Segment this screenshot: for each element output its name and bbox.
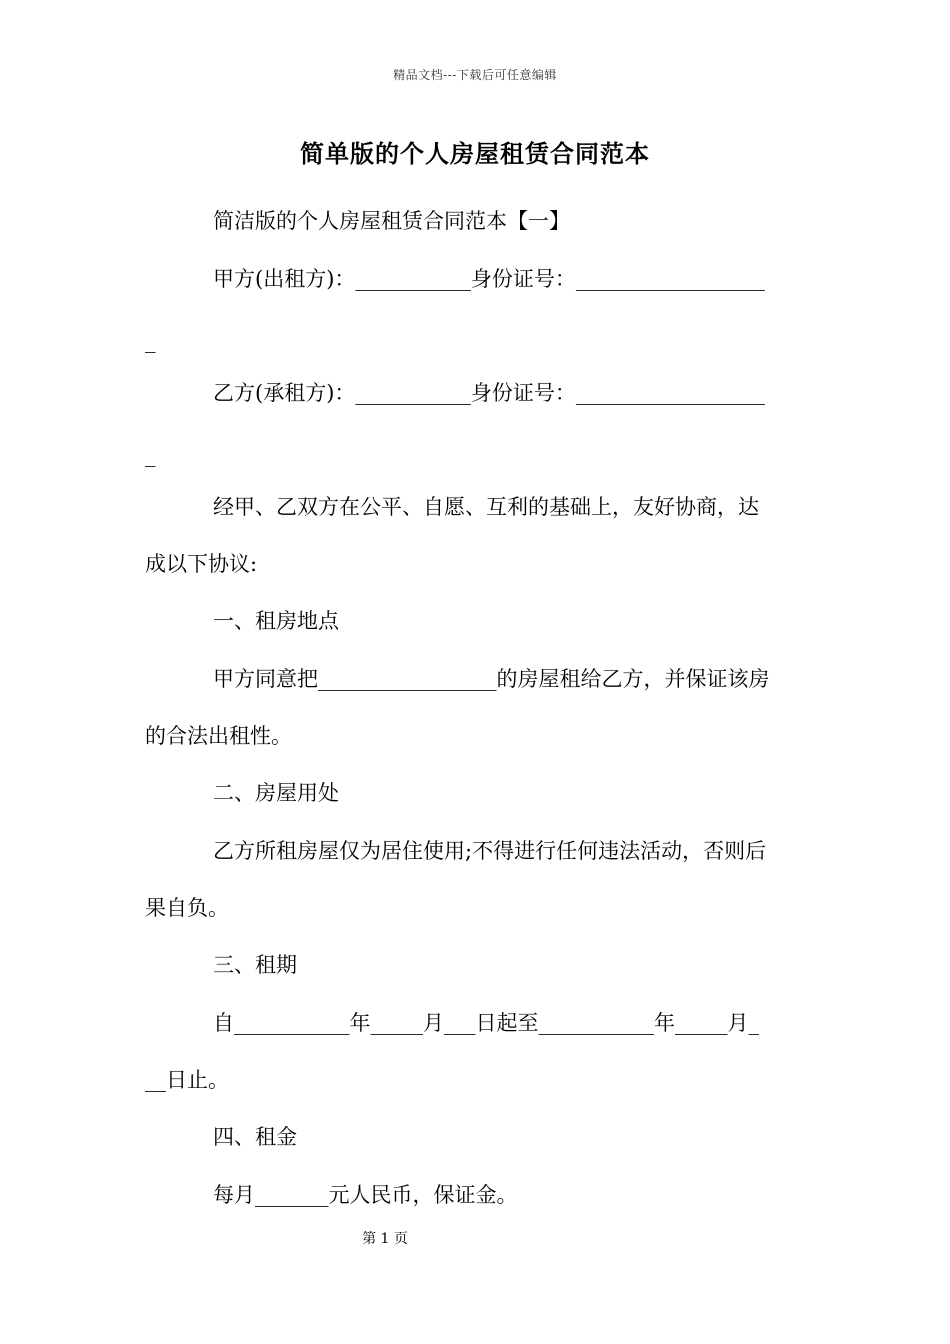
section3-line2: __日止。 <box>145 1068 229 1092</box>
section4-heading: 四、租金 <box>213 1125 297 1149</box>
section1-line1: 甲方同意把_________________的房屋租给乙方，并保证该房 <box>213 667 770 691</box>
section3-line1: 自___________年_____月___日起至___________年_____月_ <box>213 1011 759 1035</box>
page-number: 第 1 页 <box>362 1231 408 1247</box>
party-b-line: 乙方(承租方)：___________身份证号：__________________ <box>213 381 765 405</box>
document-title: 简单版的个人房屋租赁合同范本 <box>300 139 650 168</box>
section2-line1: 乙方所租房屋仅为居住使用;不得进行任何违法活动，否则后 <box>213 839 767 863</box>
section4-line1: 每月_______元人民币，保证金。 <box>213 1183 518 1207</box>
party-b-continuation: _ <box>145 443 156 467</box>
section2-line2: 果自负。 <box>145 896 229 920</box>
intro-paragraph-line2: 成以下协议: <box>145 552 258 576</box>
section1-line2: 的合法出租性。 <box>145 724 292 748</box>
section3-heading: 三、租期 <box>213 953 297 977</box>
section2-heading: 二、房屋用处 <box>213 781 339 805</box>
page-header: 精品文档---下载后可任意编辑 <box>393 68 557 82</box>
intro-paragraph-line1: 经甲、乙双方在公平、自愿、互利的基础上，友好协商，达 <box>213 495 759 519</box>
party-a-line: 甲方(出租方)：___________身份证号：__________________ <box>213 267 765 291</box>
subtitle: 简洁版的个人房屋租赁合同范本【一】 <box>213 209 570 233</box>
section1-heading: 一、租房地点 <box>213 609 339 633</box>
party-a-continuation: _ <box>145 329 156 353</box>
